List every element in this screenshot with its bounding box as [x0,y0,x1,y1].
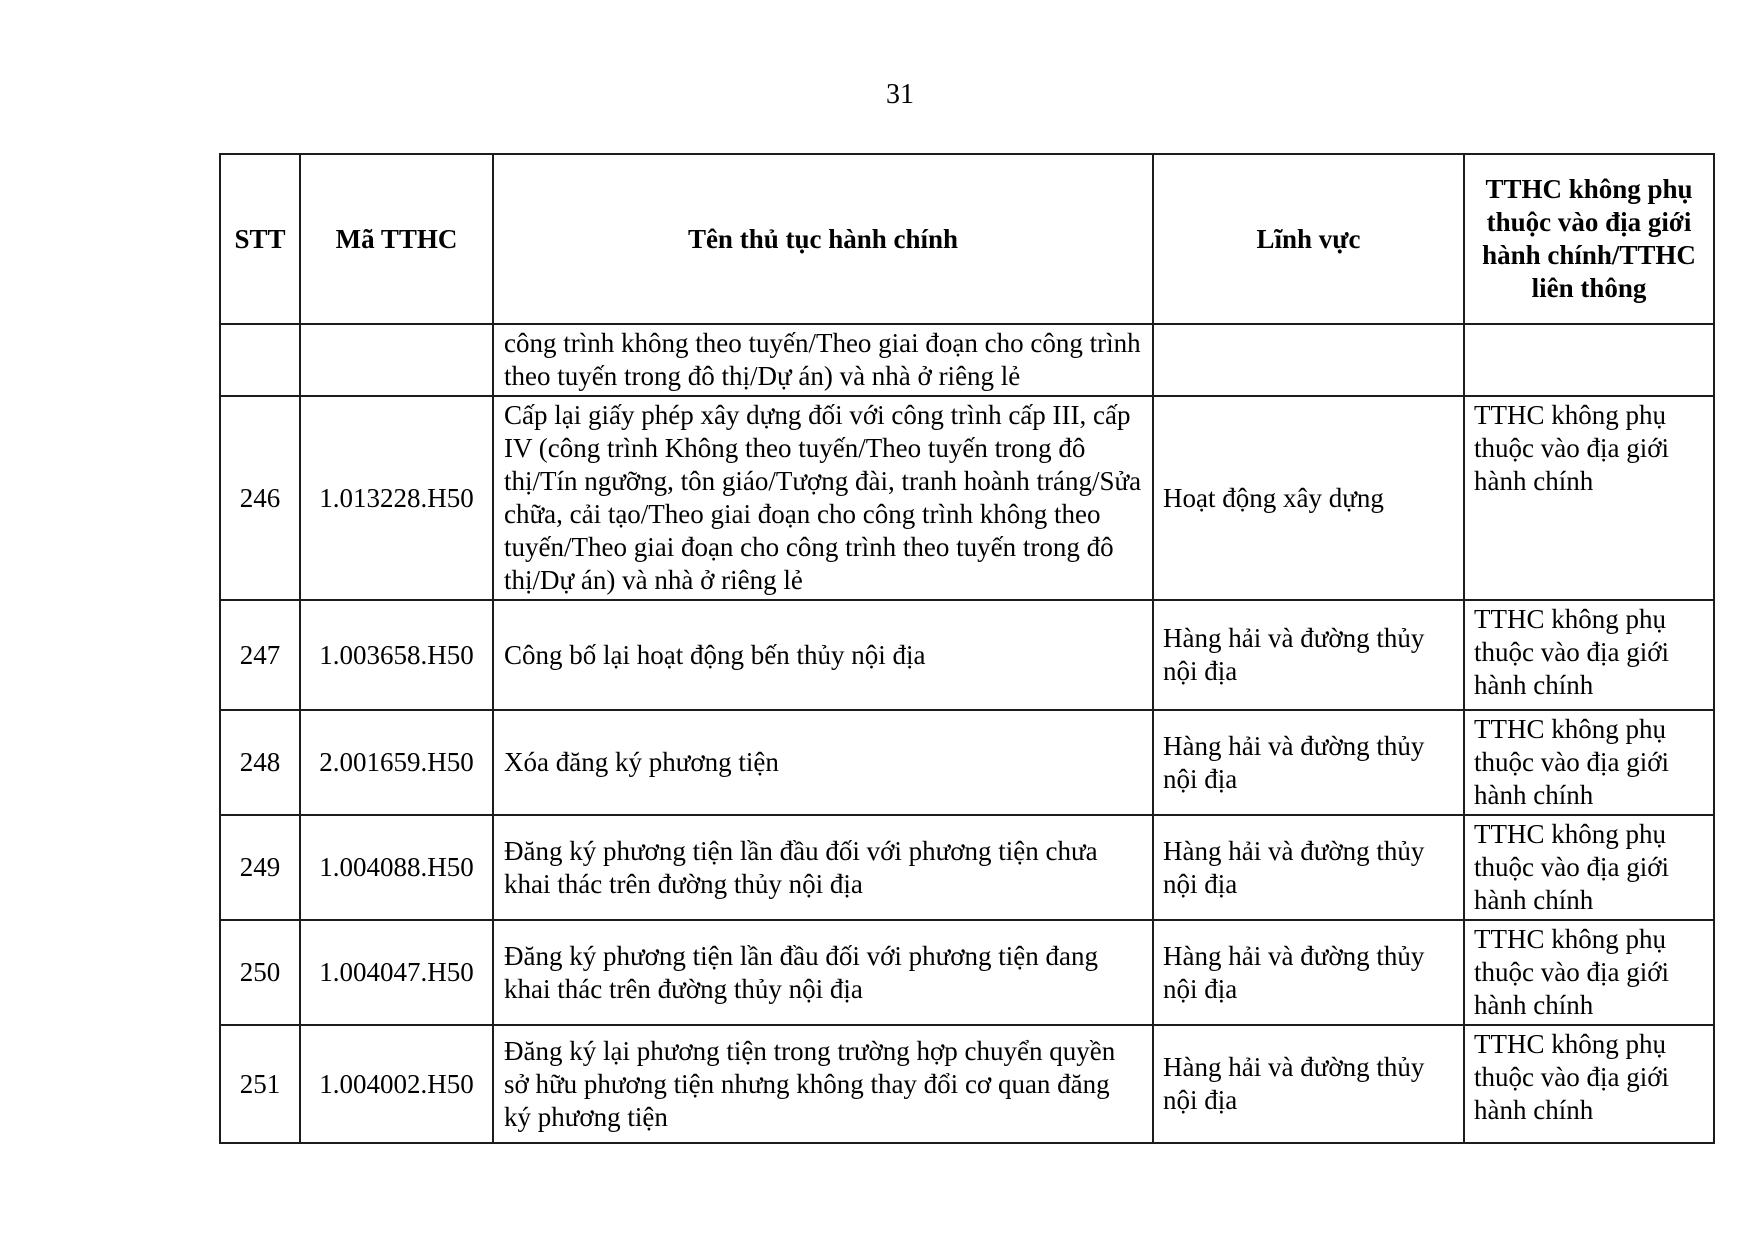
cell-field: Hàng hải và đường thủy nội địa [1153,1025,1464,1143]
cell-stt: 248 [220,710,300,815]
header-note: TTHC không phụ thuộc vào địa giới hành chính/TTHC liên thông [1464,154,1714,324]
cell-field: Hàng hải và đường thủy nội địa [1153,920,1464,1025]
cell-code [300,324,493,396]
header-name: Tên thủ tục hành chính [493,154,1153,324]
cell-name: Công bố lại hoạt động bến thủy nội địa [493,600,1153,710]
cell-note: TTHC không phụ thuộc vào địa giới hành chính [1464,1025,1714,1143]
procedures-table [219,153,1715,1144]
cell-note: TTHC không phụ thuộc vào địa giới hành chính [1464,710,1714,815]
cell-code: 1.003658.H50 [300,600,493,710]
cell-code: 1.004047.H50 [300,920,493,1025]
table-row [220,324,1714,396]
cell-name: Xóa đăng ký phương tiện [493,710,1153,815]
cell-code: 1.004088.H50 [300,815,493,920]
cell-field: Hoạt động xây dựng [1153,396,1464,600]
table-row [220,600,1714,710]
cell-code: 1.013228.H50 [300,396,493,600]
cell-stt: 250 [220,920,300,1025]
cell-stt: 247 [220,600,300,710]
cell-stt: 246 [220,396,300,600]
cell-note: TTHC không phụ thuộc vào địa giới hành chính [1464,600,1714,710]
cell-stt: 249 [220,815,300,920]
cell-code: 1.004002.H50 [300,1025,493,1143]
table-row [220,1025,1714,1143]
cell-stt: 251 [220,1025,300,1143]
cell-field [1153,324,1464,396]
cell-note: TTHC không phụ thuộc vào địa giới hành chính [1464,396,1714,600]
cell-stt [220,324,300,396]
table-row [220,815,1714,920]
header-field: Lĩnh vực [1153,154,1464,324]
header-row [220,154,1714,324]
cell-name: Đăng ký lại phương tiện trong trường hợp chuyển quyền sở hữu phương tiện nhưng không thay đổi cơ quan đăng ký phương tiện [493,1025,1153,1143]
cell-name: công trình không theo tuyến/Theo giai đoạn cho công trình theo tuyến trong đô thị/Dự án) và nhà ở riêng lẻ [493,324,1153,396]
cell-field: Hàng hải và đường thủy nội địa [1153,600,1464,710]
cell-note: TTHC không phụ thuộc vào địa giới hành chính [1464,815,1714,920]
cell-name: Cấp lại giấy phép xây dựng đối với công trình cấp III, cấp IV (công trình Không theo tuyến/Theo tuyến trong đô thị/Tín ngưỡng, tôn giáo/Tượng đài, tranh hoành tráng/Sửa chữa, cải tạo/Theo giai đoạn cho công trình không theo tuyến/Theo giai đoạn cho công trình theo tuyến trong đô thị/Dự án) và nhà ở riêng lẻ [493,396,1153,600]
table-row [220,396,1714,600]
cell-note: TTHC không phụ thuộc vào địa giới hành chính [1464,920,1714,1025]
cell-field: Hàng hải và đường thủy nội địa [1153,710,1464,815]
header-code: Mã TTHC [300,154,493,324]
table-row [220,920,1714,1025]
cell-code: 2.001659.H50 [300,710,493,815]
cell-note [1464,324,1714,396]
cell-name: Đăng ký phương tiện lần đầu đối với phương tiện đang khai thác trên đường thủy nội địa [493,920,1153,1025]
cell-field: Hàng hải và đường thủy nội địa [1153,815,1464,920]
table-row [220,710,1714,815]
cell-name: Đăng ký phương tiện lần đầu đối với phương tiện chưa khai thác trên đường thủy nội địa [493,815,1153,920]
header-stt: STT [220,154,300,324]
page-number: 31 [886,79,914,110]
